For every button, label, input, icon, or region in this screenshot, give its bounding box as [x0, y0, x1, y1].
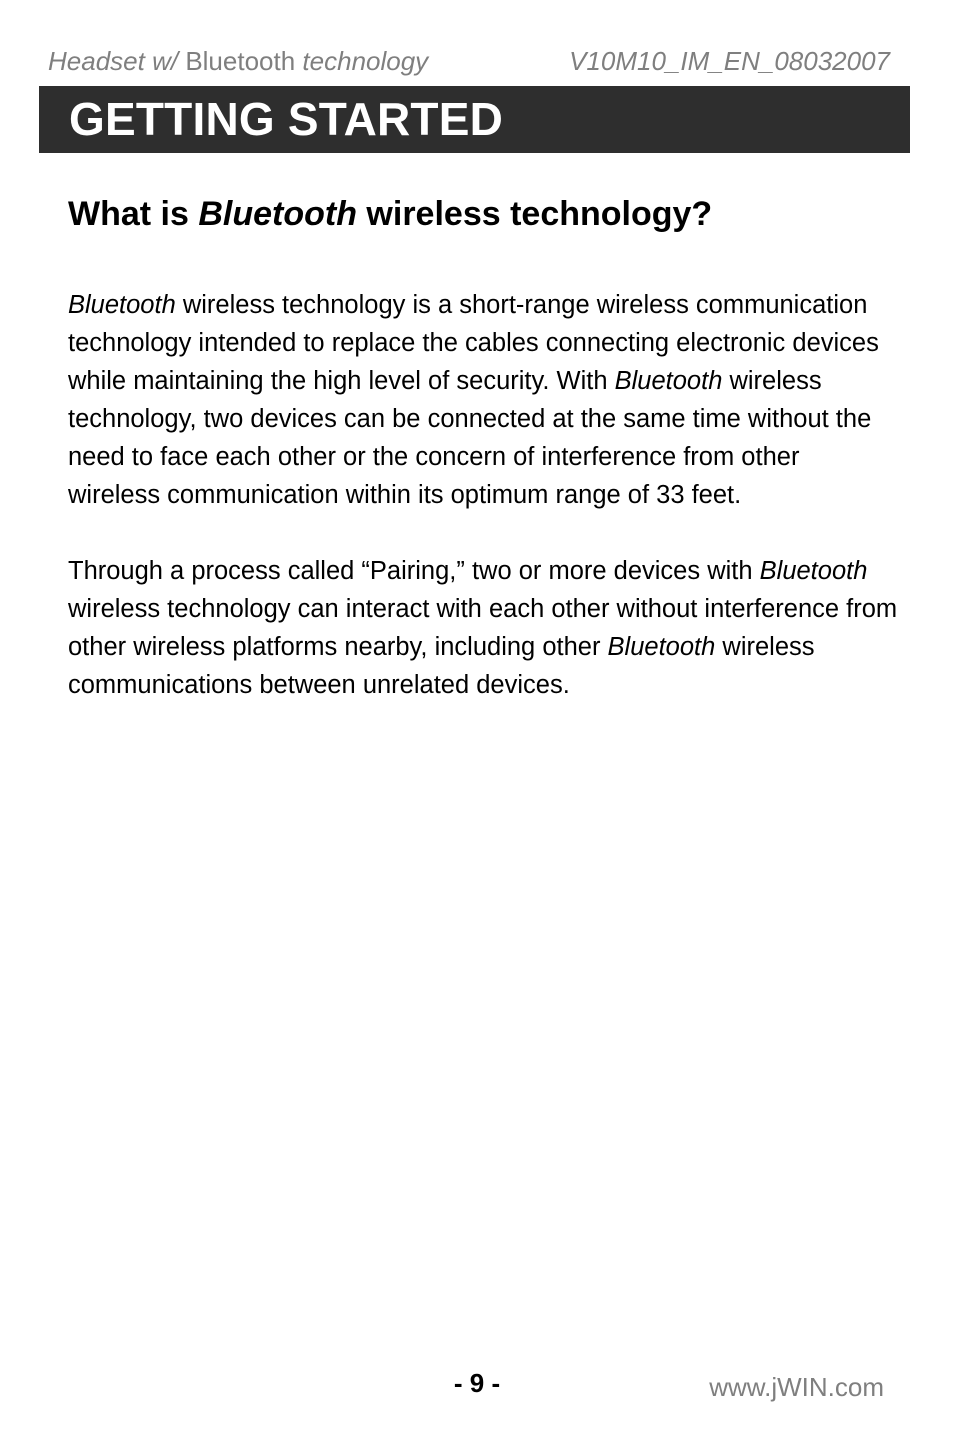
header-doc-code: V10M10_IM_EN_08032007 [569, 46, 890, 76]
p1-text-2: wireless technology, two devices can be connected at the same time without the need to face each other or the concern of interference from other wireless communication within its optimum range of 33 feet. [68, 367, 872, 509]
p2-text-1: Through a process called “Pairing,” two or more devices with [68, 557, 760, 585]
section-title: GETTING STARTED [69, 93, 504, 145]
p2-em-1: Bluetooth [759, 557, 868, 585]
heading-em: Bluetooth [198, 195, 357, 233]
p1-em-2: Bluetooth [614, 367, 723, 395]
page-number: - 9 - [453, 1368, 501, 1398]
section-title-bar [39, 86, 910, 153]
paragraph-1 [68, 286, 898, 514]
p1-text-1: wireless technology is a short-range wireless communication technology intended to replace the cables connecting electronic devices while maintaining the high level of security. With [68, 291, 879, 395]
header-product-bluetooth: Bluetooth [185, 46, 296, 76]
footer-website: www.jWIN.com [709, 1372, 884, 1402]
p2-em-2: Bluetooth [607, 633, 716, 661]
heading-pre: What is [68, 195, 199, 233]
p2-text-2: wireless technology can interact with each other without interference from other wireless platforms nearby, including other [68, 595, 898, 661]
page-heading [68, 192, 898, 236]
page-content [68, 192, 898, 742]
running-header [48, 46, 890, 80]
paragraph-2 [68, 552, 898, 704]
p2-text-3: wireless communications between unrelated devices. [68, 633, 815, 699]
header-product-title [48, 46, 428, 77]
p1-em-1: Bluetooth [68, 291, 176, 319]
header-product-prefix: Headset w/ [48, 46, 179, 76]
heading-post: wireless technology? [356, 195, 713, 233]
header-product-suffix: technology [302, 46, 429, 76]
